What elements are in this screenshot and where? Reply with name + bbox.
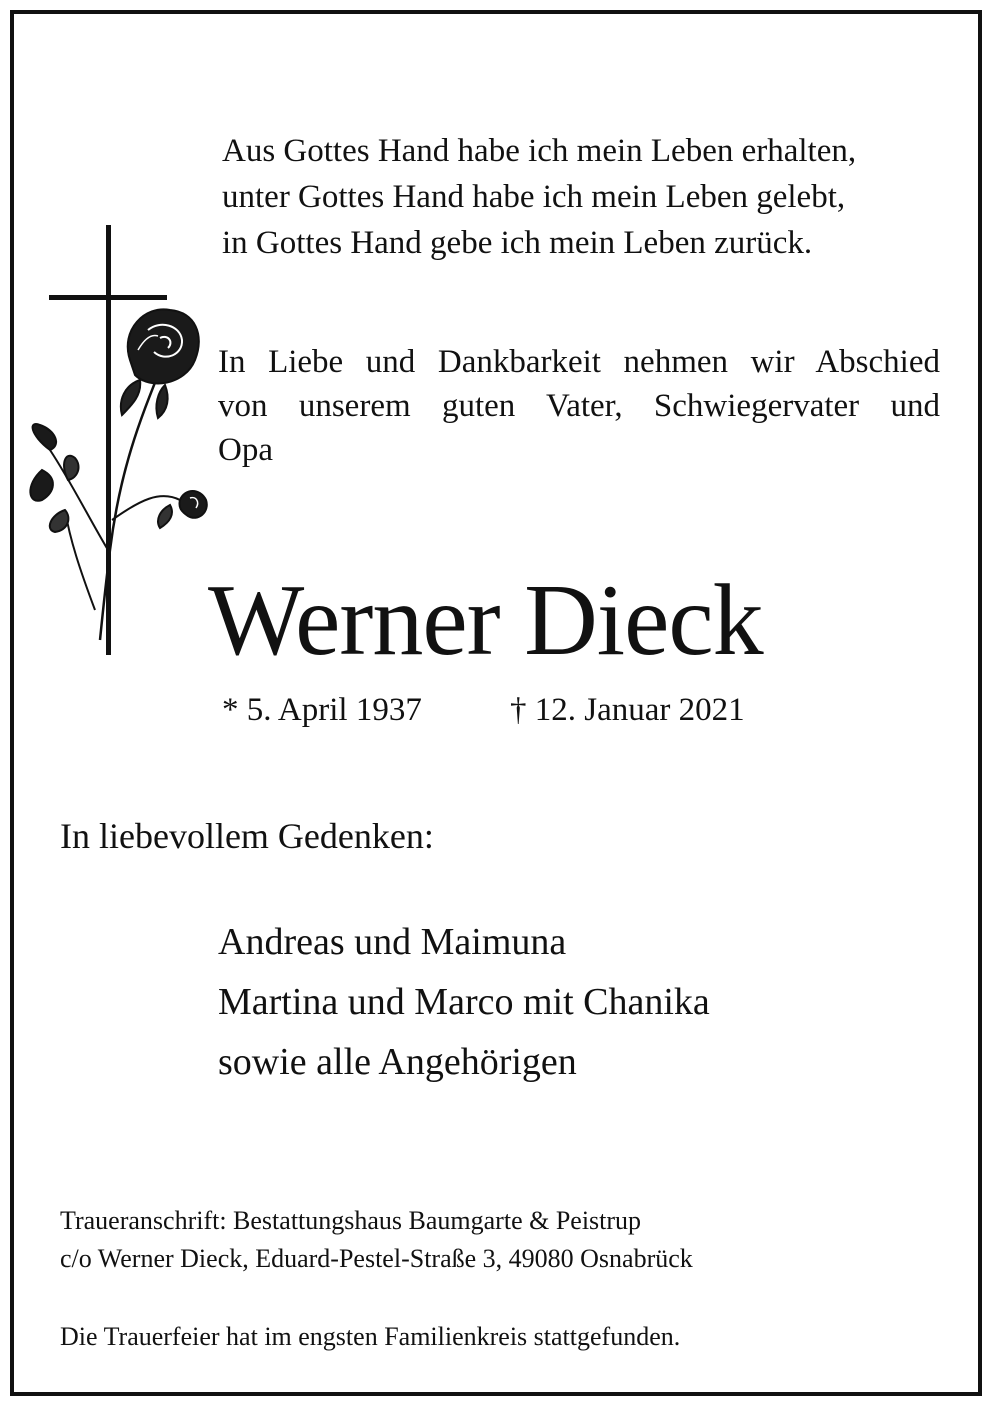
deceased-name: Werner Dieck [208, 564, 763, 677]
mourner-entry: Andreas und Maimuna [218, 921, 567, 963]
motto-line: Aus Gottes Hand habe ich mein Leben erhalten, [222, 133, 857, 169]
intro-line: In Liebe und Dankbarkeit nehmen wir Abschied [218, 344, 940, 380]
address-line: Traueranschrift: Bestattungshaus Baumgarte & Peistrup [60, 1206, 642, 1235]
intro-line: Opa [218, 432, 273, 468]
motto-line: in Gottes Hand gebe ich mein Leben zurück. [222, 225, 813, 261]
motto-line: unter Gottes Hand habe ich mein Leben gelebt, [222, 179, 846, 215]
cross-rose-emblem [20, 220, 220, 660]
rose-icon [30, 309, 206, 640]
address-line: c/o Werner Dieck, Eduard-Pestel-Straße 3, 49080 Osnabrück [60, 1244, 693, 1273]
memory-heading: In liebevollem Gedenken: [60, 816, 434, 856]
mourners-list [218, 912, 710, 1092]
death-date: † 12. Januar 2021 [510, 692, 745, 728]
birth-date: * 5. April 1937 [222, 692, 422, 728]
intro-line: von unserem guten Vater, Schwiegervater und [218, 388, 940, 424]
farewell-intro [218, 340, 940, 472]
mourning-address [60, 1202, 693, 1278]
motto-verse [222, 128, 856, 266]
cross-icon [49, 225, 167, 655]
mourner-entry: sowie alle Angehörigen [218, 1041, 577, 1083]
ceremony-note: Die Trauerfeier hat im engsten Familienkreis stattgefunden. [60, 1322, 681, 1351]
mourner-entry: Martina und Marco mit Chanika [218, 981, 710, 1023]
